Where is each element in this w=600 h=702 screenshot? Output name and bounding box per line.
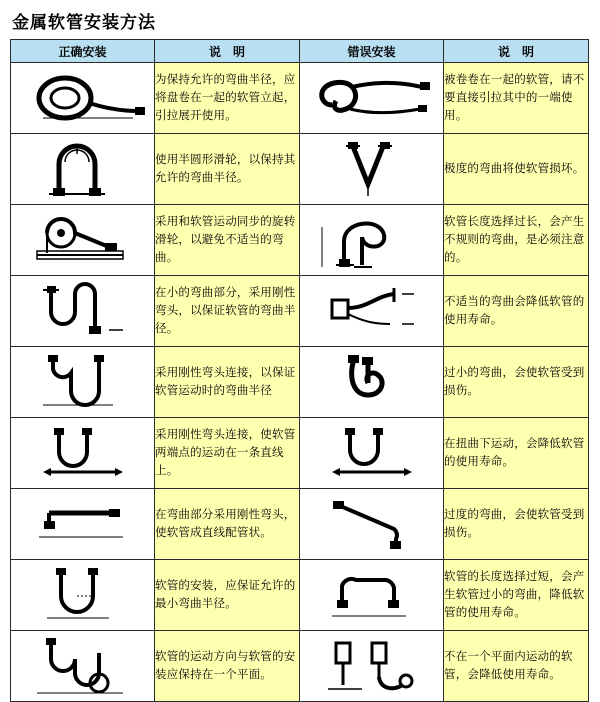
- table-row: [11, 134, 589, 205]
- description-wrong: 不在一个平面内运动的软管，会降低使用寿命。: [444, 631, 589, 702]
- figure-cell-correct: [11, 63, 155, 134]
- u-bend-minimum-radius-icon: [13, 562, 153, 628]
- figure-cell-wrong: [300, 205, 444, 276]
- coiled-hose-on-reel-icon: [13, 65, 153, 131]
- figure-cell-wrong: [300, 418, 444, 489]
- figure-cell-correct: [11, 205, 155, 276]
- figure-cell-correct: [11, 489, 155, 560]
- description-wrong: 不适当的弯曲会降低软管的使用寿命。: [444, 276, 589, 347]
- description-correct: 采用刚性弯头连接，以保证软管运动时的弯曲半径: [155, 347, 300, 418]
- figure-cell-wrong: [300, 63, 444, 134]
- too-long-small-bend-radius-icon: [302, 562, 442, 628]
- over-tight-bend-damage-icon: [302, 349, 442, 415]
- rigid-elbow-straight-piping-icon: [13, 491, 153, 557]
- improper-bend-short-life-icon: [302, 278, 442, 344]
- figure-cell-correct: [11, 560, 155, 631]
- installation-methods-table: [10, 39, 589, 702]
- table-row: [11, 276, 589, 347]
- table-row: [11, 489, 589, 560]
- description-wrong: 在扭曲下运动，会降低软管的使用寿命。: [444, 418, 589, 489]
- figure-cell-correct: [11, 276, 155, 347]
- rigid-elbow-connection-u-loop-icon: [13, 349, 153, 415]
- table-row: [11, 347, 589, 418]
- description-wrong: 极度的弯曲将使软管损坏。: [444, 134, 589, 205]
- header-correct-install: 正确安装: [11, 40, 155, 63]
- figure-cell-correct: [11, 347, 155, 418]
- figure-cell-wrong: [300, 560, 444, 631]
- hose-over-semicircular-sheave-icon: [13, 136, 153, 202]
- description-wrong: 过度的弯曲，会使软管受到损伤。: [444, 489, 589, 560]
- figure-cell-correct: [11, 631, 155, 702]
- description-correct: 使用半圆形滑轮，以保持其允许的弯曲半径。: [155, 134, 300, 205]
- description-wrong: 过小的弯曲，会使软管受到损伤。: [444, 347, 589, 418]
- torsion-motion-reduces-life-icon: [302, 420, 442, 486]
- description-correct: 为保持允许的弯曲半径，应将盘卷在一起的软管立起，引拉展开使用。: [155, 63, 300, 134]
- header-wrong-install: 错误安装: [300, 40, 444, 63]
- figure-cell-wrong: [300, 489, 444, 560]
- figure-cell-correct: [11, 134, 155, 205]
- description-wrong: 被卷卷在一起的软管，请不要直接引拉其中的一端使用。: [444, 63, 589, 134]
- motion-direction-same-plane-icon: [13, 633, 153, 699]
- rigid-elbow-at-small-bend-icon: [13, 278, 153, 344]
- description-correct: 软管的安装，应保证允许的最小弯曲半径。: [155, 560, 300, 631]
- excessive-bend-damage-icon: [302, 491, 442, 557]
- description-wrong: 软管长度选择过长，会产生不规则的弯曲，是必须注意的。: [444, 205, 589, 276]
- table-row: [11, 205, 589, 276]
- description-correct: 软管的运动方向与软管的安装应保持在一个平面。: [155, 631, 300, 702]
- table-row: [11, 63, 589, 134]
- table-row: [11, 560, 589, 631]
- description-correct: 在弯曲部分采用刚性弯头，使软管成直线配管状。: [155, 489, 300, 560]
- description-correct: 采用刚性弯头连接，使软管两端点的运动在一条直线上。: [155, 418, 300, 489]
- figure-cell-wrong: [300, 134, 444, 205]
- coiled-hose-pulled-straight-icon: [302, 65, 442, 131]
- hose-with-rotating-sheave-sync-icon: [13, 207, 153, 273]
- table-row: [11, 418, 589, 489]
- figure-cell-wrong: [300, 347, 444, 418]
- description-correct: 采用和软管运动同步的旋转滑轮，以避免不适当的弯曲。: [155, 205, 300, 276]
- description-correct: 在小的弯曲部分，采用刚性弯头，以保证软管的弯曲半径。: [155, 276, 300, 347]
- table-header-row: [11, 40, 589, 63]
- rigid-elbow-straight-line-motion-icon: [13, 420, 153, 486]
- page-title: 金属软管安装方法: [12, 13, 156, 33]
- motion-out-of-plane-icon: [302, 633, 442, 699]
- header-wrong-description: 说 明: [444, 40, 589, 63]
- figure-cell-correct: [11, 418, 155, 489]
- figure-cell-wrong: [300, 631, 444, 702]
- table-row: [11, 631, 589, 702]
- hose-sharp-v-bend-icon: [302, 136, 442, 202]
- hose-too-long-irregular-bend-icon: [302, 207, 442, 273]
- figure-cell-wrong: [300, 276, 444, 347]
- description-wrong: 软管的长度选择过短，会产生软管过小的弯曲，降低软管的使用寿命。: [444, 560, 589, 631]
- table-body: [11, 63, 589, 702]
- header-correct-description: 说 明: [155, 40, 300, 63]
